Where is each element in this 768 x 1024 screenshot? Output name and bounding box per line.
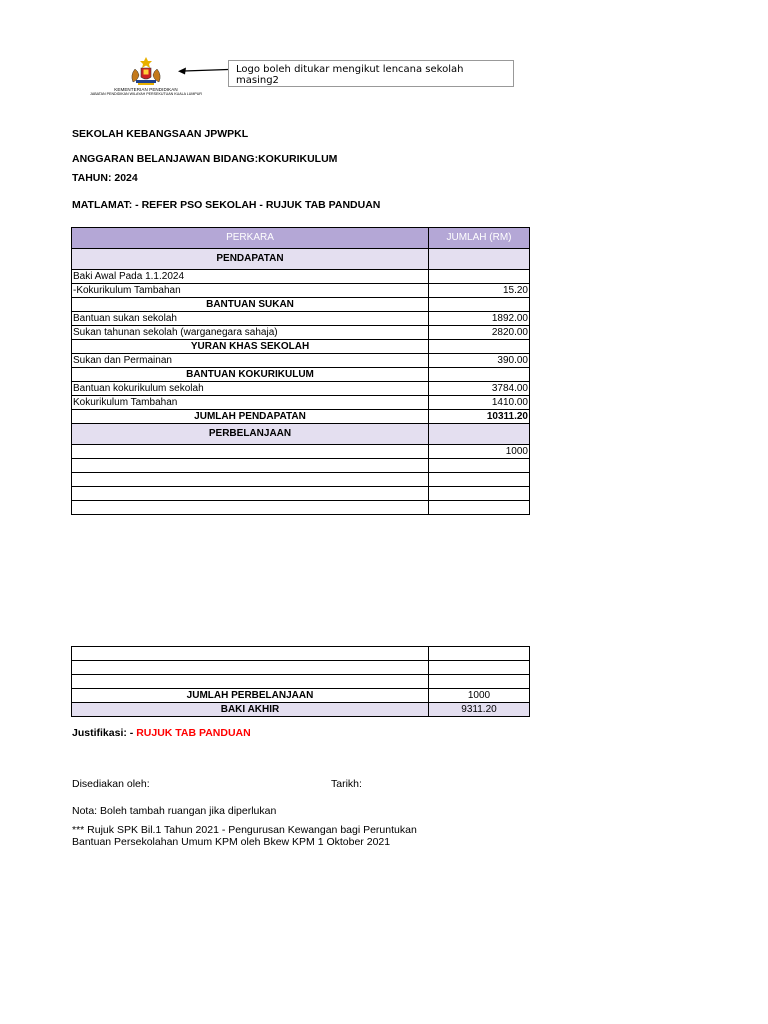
arrow-left-icon [178, 66, 228, 76]
date-label: Tarikh: [331, 778, 362, 790]
subsection-sports: BANTUAN SUKAN [72, 298, 429, 312]
table-row [72, 284, 530, 298]
justification-label: Justifikasi: - [72, 727, 137, 739]
empty-cell [429, 298, 530, 312]
ministry-logo [84, 56, 208, 97]
total-expense-value: 1000 [429, 689, 530, 703]
row-amount: 15.20 [429, 284, 530, 298]
table-row [72, 396, 530, 410]
row-amount: 2820.00 [429, 326, 530, 340]
school-name: SEKOLAH KEBANGSAAN JPWPKL [72, 128, 249, 140]
reference-text [72, 824, 417, 848]
table-row [72, 312, 530, 326]
row-item: Kokurikulum Tambahan [72, 396, 429, 410]
row-item [72, 487, 429, 501]
goal-label: MATLAMAT: - REFER PSO SEKOLAH - RUJUK TAB PANDUAN [72, 199, 381, 211]
table-row [72, 459, 530, 473]
logo-note-box: Logo boleh ditukar mengikut lencana sekolah masing2 [228, 60, 514, 87]
budget-table [71, 227, 530, 515]
table-row [72, 270, 530, 284]
row-item [72, 445, 429, 459]
row-amount: 3784.00 [429, 382, 530, 396]
table-row [72, 382, 530, 396]
table-row [72, 501, 530, 515]
row-item: Sukan tahunan sekolah (warganegara sahaja) [72, 326, 429, 340]
row-item [72, 675, 429, 689]
row-item: Sukan dan Permainan [72, 354, 429, 368]
row-amount [429, 647, 530, 661]
note-text: Nota: Boleh tambah ruangan jika diperlukan [72, 805, 277, 817]
row-amount [429, 661, 530, 675]
final-balance-label: BAKI AKHIR [72, 703, 429, 717]
row-item [72, 501, 429, 515]
subsection-cocurricular: BANTUAN KOKURIKULUM [72, 368, 429, 382]
col-header-amount: JUMLAH (RM) [429, 228, 530, 249]
row-item: Baki Awal Pada 1.1.2024 [72, 270, 429, 284]
row-amount [429, 675, 530, 689]
prepared-by-label: Disediakan oleh: [72, 778, 150, 790]
total-income-label: JUMLAH PENDAPATAN [72, 410, 429, 424]
row-amount: 390.00 [429, 354, 530, 368]
row-amount: 1000 [429, 445, 530, 459]
reference-line-2: Bantuan Persekolahan Umum KPM oleh Bkew KPM 1 Oktober 2021 [72, 836, 391, 848]
row-item [72, 459, 429, 473]
table-row [72, 647, 530, 661]
row-amount [429, 473, 530, 487]
section-expense-amount [429, 424, 530, 445]
reference-line-1: *** Rujuk SPK Bil.1 Tahun 2021 - Pengurusan Kewangan bagi Peruntukan [72, 824, 417, 836]
table-row [72, 445, 530, 459]
budget-title: ANGGARAN BELANJAWAN BIDANG:KOKURIKULUM [72, 153, 338, 165]
expense-summary-table [71, 646, 530, 717]
logo-ministry-text: KEMENTERIAN PENDIDIKAN [114, 87, 178, 92]
section-income: PENDAPATAN [72, 249, 429, 270]
justification [72, 727, 251, 739]
col-header-item: PERKARA [72, 228, 429, 249]
subsection-special-fees: YURAN KHAS SEKOLAH [72, 340, 429, 354]
table-row [72, 675, 530, 689]
table-row [72, 326, 530, 340]
coat-of-arms-icon [124, 56, 168, 86]
row-item: -Kokurikulum Tambahan [72, 284, 429, 298]
row-amount: 1892.00 [429, 312, 530, 326]
year-label: TAHUN: 2024 [72, 172, 138, 184]
total-expense-label: JUMLAH PERBELANJAAN [72, 689, 429, 703]
row-amount [429, 270, 530, 284]
table-row [72, 473, 530, 487]
row-item: Bantuan kokurikulum sekolah [72, 382, 429, 396]
final-balance-value: 9311.20 [429, 703, 530, 717]
row-item: Bantuan sukan sekolah [72, 312, 429, 326]
logo-department-text: JABATAN PENDIDIKAN WILAYAH PERSEKUTUAN KUALA LUMPUR [90, 92, 202, 96]
row-amount [429, 501, 530, 515]
table-row [72, 661, 530, 675]
row-amount: 1410.00 [429, 396, 530, 410]
table-row [72, 487, 530, 501]
empty-cell [429, 368, 530, 382]
justification-value: RUJUK TAB PANDUAN [136, 727, 251, 739]
table-row [72, 354, 530, 368]
empty-cell [429, 340, 530, 354]
row-item [72, 661, 429, 675]
row-item [72, 473, 429, 487]
section-expense: PERBELANJAAN [72, 424, 429, 445]
table-header-row [72, 228, 530, 249]
row-item [72, 647, 429, 661]
total-income-value: 10311.20 [429, 410, 530, 424]
row-amount [429, 459, 530, 473]
row-amount [429, 487, 530, 501]
section-income-amount [429, 249, 530, 270]
